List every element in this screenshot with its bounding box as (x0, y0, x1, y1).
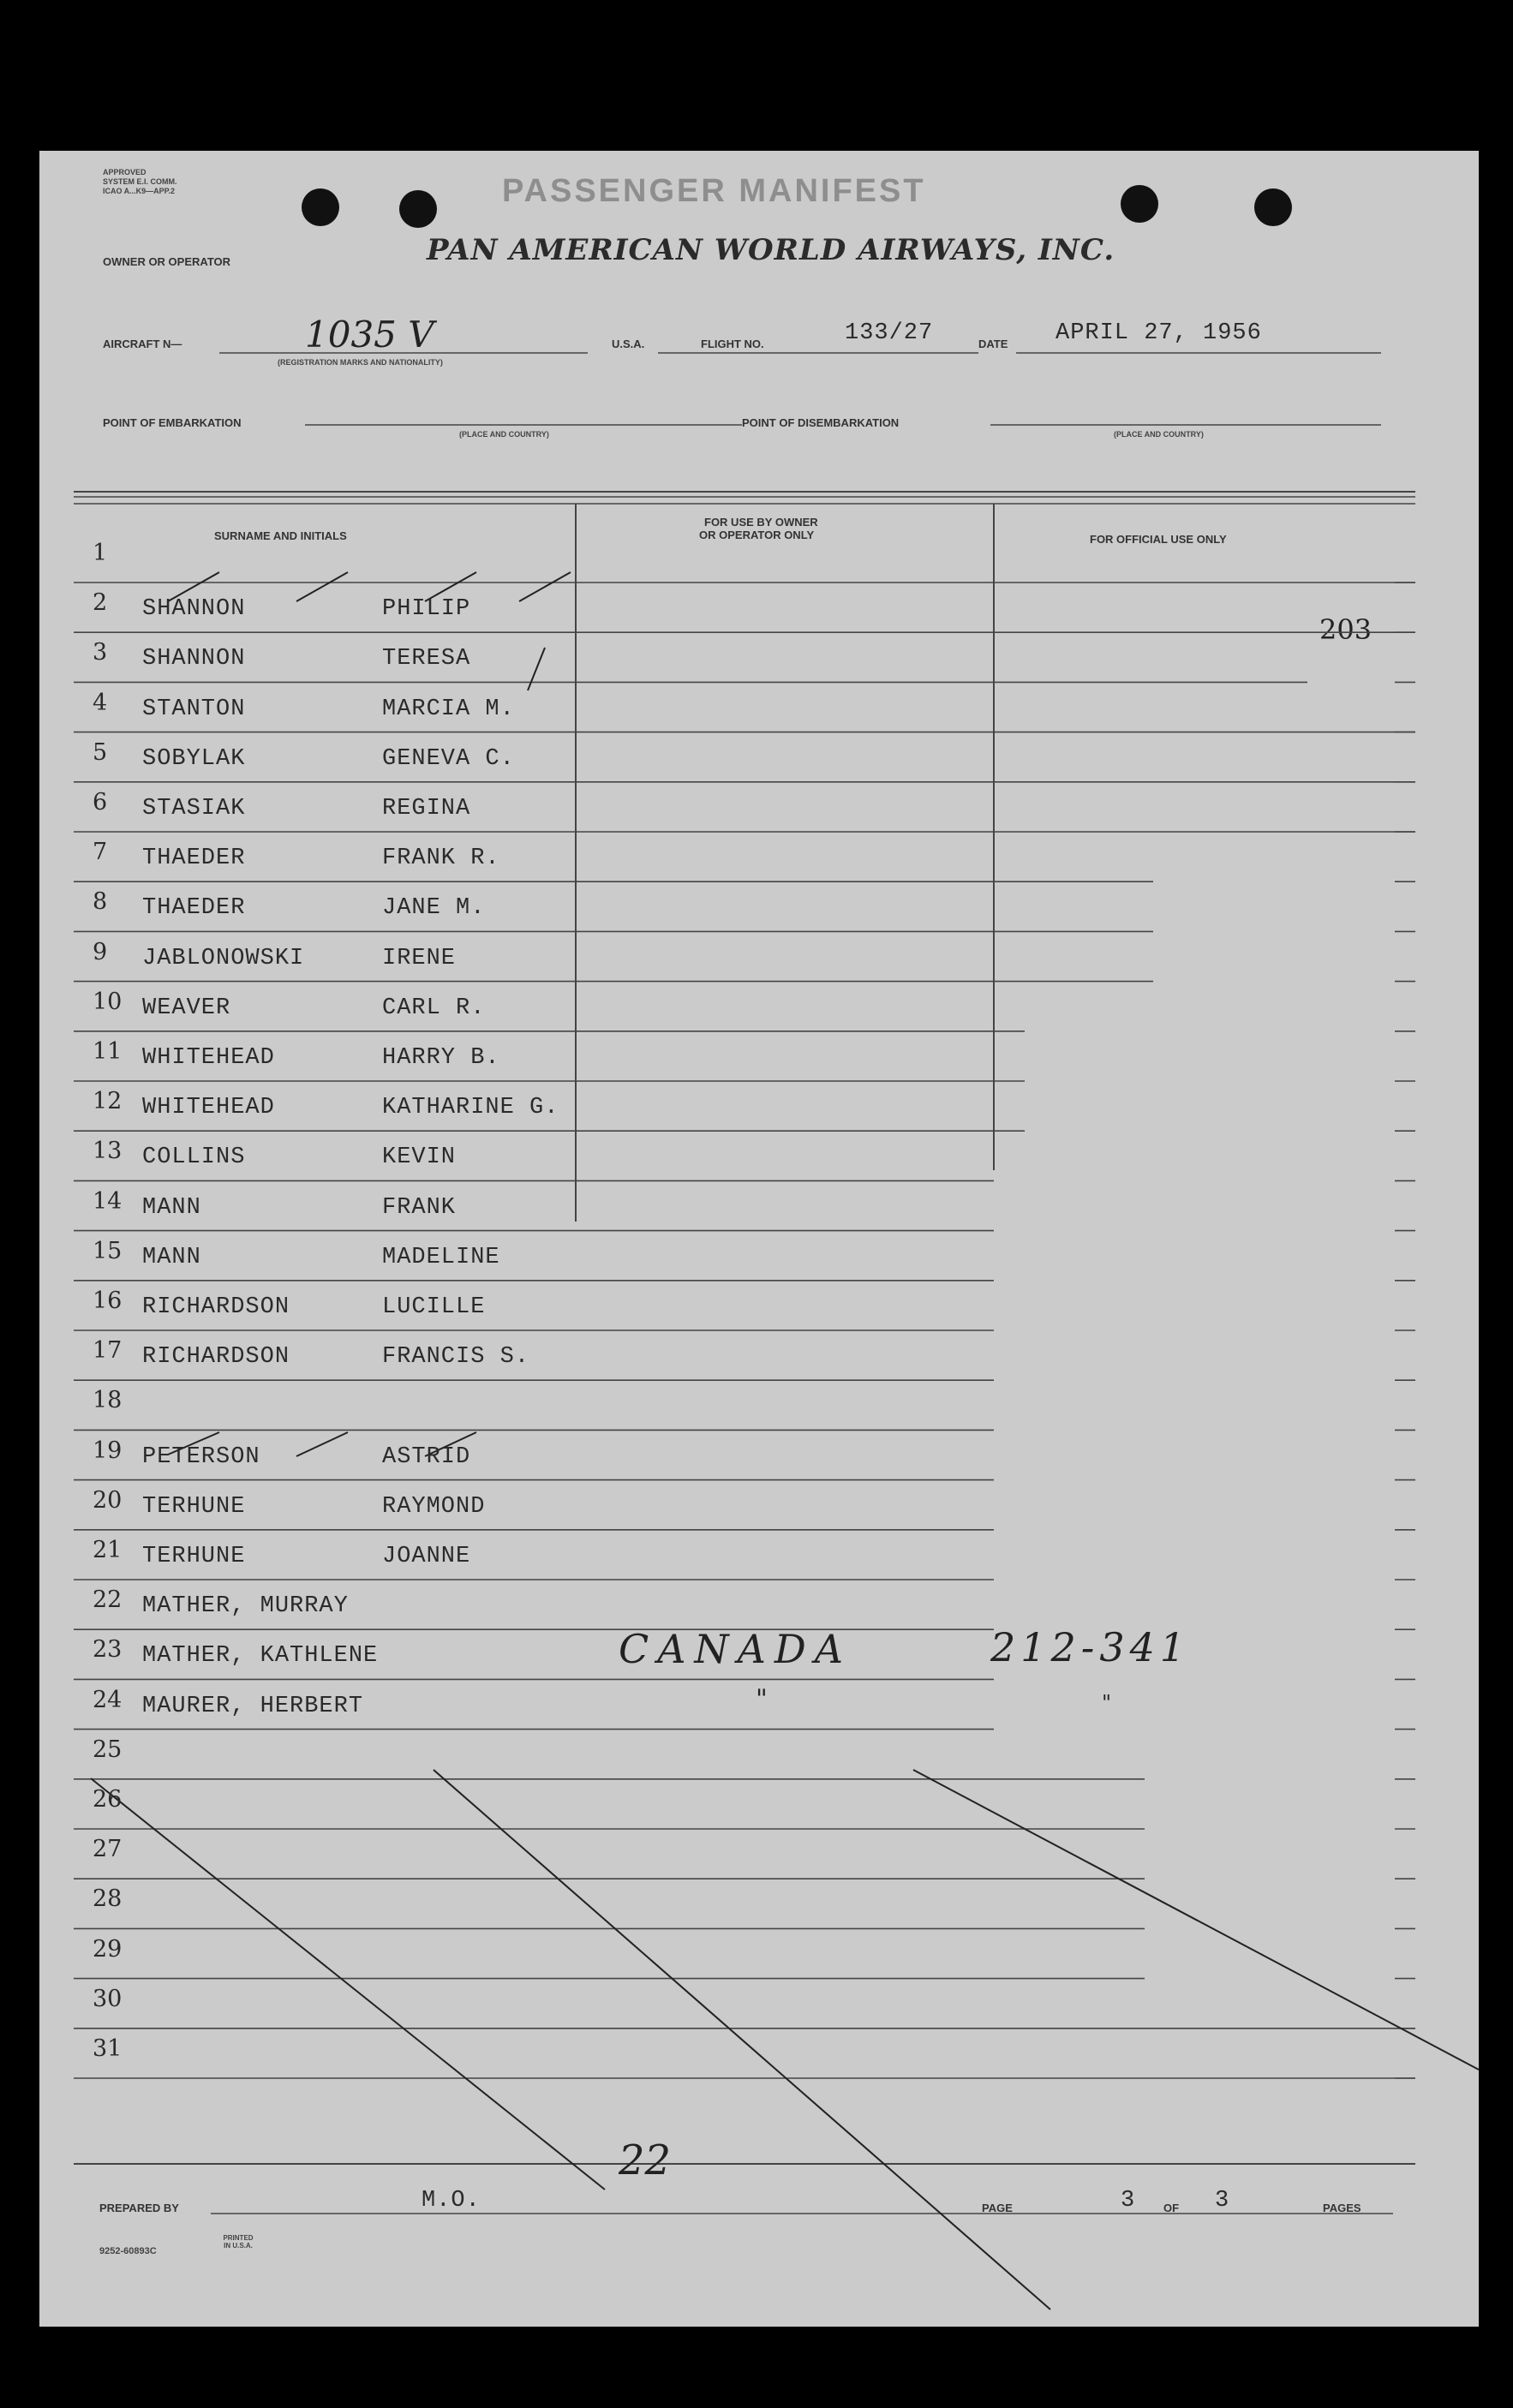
margin-note: 203 (1319, 613, 1372, 646)
passenger-given-name: HARRY B. (382, 1045, 500, 1071)
row-number: 14 (93, 1187, 123, 1215)
passenger-given-name: RAYMOND (382, 1493, 486, 1520)
form-title: PASSENGER MANIFEST (502, 173, 926, 209)
table-row (39, 1482, 1479, 1532)
passenger-surname: MAURER, HERBERT (142, 1693, 364, 1719)
aircraft-value: 1035 V (305, 314, 434, 356)
row-number: 29 (93, 1935, 123, 1963)
printed-note: PRINTED IN U.S.A. (223, 2234, 254, 2250)
row-number: 30 (93, 1985, 123, 2012)
prepared-label: PREPARED BY (99, 2202, 179, 2214)
row22-owner-note: CANADA (619, 1626, 852, 1672)
row-number: 8 (93, 888, 108, 916)
table-row (39, 1581, 1479, 1631)
row-number: 12 (93, 1088, 123, 1115)
passenger-given-name: PHILIP (382, 596, 471, 623)
date-label: DATE (978, 338, 1008, 350)
table-row (39, 1781, 1479, 1831)
row-number: 25 (93, 1736, 123, 1763)
approval-line-3: ICAO A...K9—APP.2 (103, 187, 176, 195)
row-number: 15 (93, 1237, 123, 1264)
table-row (39, 1332, 1479, 1382)
flight-value: 133/27 (845, 320, 934, 346)
airline-name: PAN AMERICAN WORLD AIRWAYS, INC. (427, 233, 1115, 267)
col-header-official: FOR OFFICIAL USE ONLY (1090, 533, 1227, 546)
row-number: 17 (93, 1337, 123, 1365)
table-row (39, 1282, 1479, 1332)
manifest-sheet (39, 151, 1479, 2327)
passenger-given-name: ASTRID (382, 1443, 471, 1470)
row-number: 13 (93, 1138, 123, 1165)
passenger-given-name: LUCILLE (382, 1294, 486, 1320)
row-number: 19 (93, 1437, 123, 1464)
passenger-surname: JABLONOWSKI (142, 945, 305, 971)
row-number: 23 (93, 1636, 123, 1664)
embark-label: POINT OF EMBARKATION (103, 416, 242, 429)
count-note: 22 (619, 2136, 672, 2184)
passenger-surname: SHANNON (142, 596, 246, 623)
row-number: 5 (93, 738, 108, 766)
row-number: 21 (93, 1537, 123, 1563)
passenger-given-name: MARCIA M. (382, 696, 515, 722)
table-row (39, 584, 1479, 634)
table-row (39, 1432, 1479, 1482)
date-value: APRIL 27, 1956 (1056, 320, 1262, 346)
passenger-surname: WEAVER (142, 995, 231, 1021)
row23-owner-note: " (756, 1684, 768, 1714)
form-number: 9252-60893C (99, 2246, 157, 2256)
row-number: 2 (93, 589, 108, 617)
passenger-surname: COLLINS (142, 1144, 246, 1171)
row-number: 26 (93, 1786, 123, 1813)
col-header-surname: SURNAME AND INITIALS (214, 529, 347, 542)
passenger-surname: STANTON (142, 696, 246, 722)
table-row (39, 1033, 1479, 1083)
flight-label: FLIGHT NO. (701, 338, 764, 350)
passenger-surname: THAEDER (142, 845, 246, 872)
passenger-surname: RICHARDSON (142, 1344, 290, 1371)
passenger-given-name: KATHARINE G. (382, 1095, 559, 1121)
of-value: 3 (1215, 2188, 1230, 2214)
passenger-surname: WHITEHEAD (142, 1045, 275, 1071)
passenger-given-name: REGINA (382, 796, 471, 822)
table-row (39, 784, 1479, 834)
passenger-given-name: MADELINE (382, 1244, 500, 1270)
col-header-owner-1: FOR USE BY OWNER (704, 516, 818, 529)
embark-caption: (PLACE AND COUNTRY) (459, 430, 549, 439)
table-row (39, 1532, 1479, 1581)
table-row (39, 883, 1479, 933)
disembark-label: POINT OF DISEMBARKATION (742, 416, 900, 429)
page-value: 3 (1121, 2188, 1136, 2214)
table-row (39, 1880, 1479, 1930)
row-number: 10 (93, 988, 123, 1015)
row-number: 27 (93, 1836, 123, 1863)
disembark-caption: (PLACE AND COUNTRY) (1114, 430, 1204, 439)
table-row (39, 1981, 1479, 2030)
table-row (39, 1083, 1479, 1132)
row22-official-note: 212-341 (990, 1624, 1191, 1670)
row-number: 28 (93, 1885, 123, 1913)
row-number: 6 (93, 789, 108, 816)
row-number: 18 (93, 1387, 123, 1414)
pages-label: PAGES (1323, 2202, 1361, 2214)
passenger-given-name: JANE M. (382, 895, 486, 922)
passenger-surname: PETERSON (142, 1443, 260, 1470)
passenger-surname: THAEDER (142, 895, 246, 922)
row23-official-note: " (1102, 1691, 1112, 1715)
approval-line-1: APPROVED (103, 168, 147, 176)
table-row (39, 1831, 1479, 1880)
row-number: 9 (93, 938, 108, 965)
passenger-given-name: FRANCIS S. (382, 1344, 530, 1371)
table-row (39, 1382, 1479, 1431)
row-number: 1 (93, 540, 108, 566)
table-row (39, 1931, 1479, 1981)
passenger-surname: MATHER, MURRAY (142, 1593, 349, 1620)
col-header-owner-2: OR OPERATOR ONLY (699, 529, 815, 541)
table-row (39, 834, 1479, 883)
usa-label: U.S.A. (612, 338, 645, 350)
passenger-given-name: FRANK R. (382, 845, 500, 872)
of-label: OF (1163, 2202, 1180, 2214)
passenger-given-name: KEVIN (382, 1144, 457, 1171)
registration-caption: (REGISTRATION MARKS AND NATIONALITY) (278, 358, 443, 367)
table-row (39, 634, 1479, 684)
passenger-surname: MATHER, KATHLENE (142, 1643, 379, 1670)
approval-line-2: SYSTEM E.I. COMM. (103, 177, 177, 186)
table-row (39, 1731, 1479, 1781)
table-row (39, 2030, 1479, 2080)
table-row (39, 1233, 1479, 1282)
passenger-surname: MANN (142, 1244, 201, 1270)
passenger-given-name: CARL R. (382, 995, 486, 1021)
table-row (39, 1183, 1479, 1233)
row-number: 20 (93, 1486, 123, 1514)
passenger-surname: WHITEHEAD (142, 1095, 275, 1121)
passenger-surname: SHANNON (142, 646, 246, 672)
table-row (39, 535, 1479, 584)
passenger-surname: TERHUNE (142, 1544, 246, 1569)
row-number: 31 (93, 2035, 123, 2062)
passenger-surname: MANN (142, 1194, 201, 1221)
row-number: 7 (93, 839, 108, 866)
owner-label: OWNER OR OPERATOR (103, 255, 231, 268)
table-row (39, 1132, 1479, 1182)
table-row (39, 734, 1479, 784)
passenger-given-name: IRENE (382, 945, 457, 971)
row-number: 22 (93, 1586, 123, 1614)
row-number: 4 (93, 689, 108, 716)
prepared-value: M.O. (422, 2188, 481, 2214)
passenger-surname: RICHARDSON (142, 1294, 290, 1320)
row-number: 11 (93, 1038, 123, 1065)
passenger-given-name: TERESA (382, 646, 471, 672)
passenger-given-name: JOANNE (382, 1544, 471, 1569)
row-number: 3 (93, 639, 108, 666)
table-row (39, 983, 1479, 1033)
row-number: 16 (93, 1288, 123, 1314)
passenger-surname: STASIAK (142, 796, 246, 822)
table-row (39, 684, 1479, 734)
passenger-surname: TERHUNE (142, 1493, 246, 1520)
passenger-given-name: GENEVA C. (382, 745, 515, 772)
passenger-given-name: FRANK (382, 1194, 457, 1221)
passenger-surname: SOBYLAK (142, 745, 246, 772)
aircraft-label: AIRCRAFT N— (103, 338, 182, 350)
page-label: PAGE (982, 2202, 1013, 2214)
row-number: 24 (93, 1686, 123, 1713)
table-row (39, 934, 1479, 983)
